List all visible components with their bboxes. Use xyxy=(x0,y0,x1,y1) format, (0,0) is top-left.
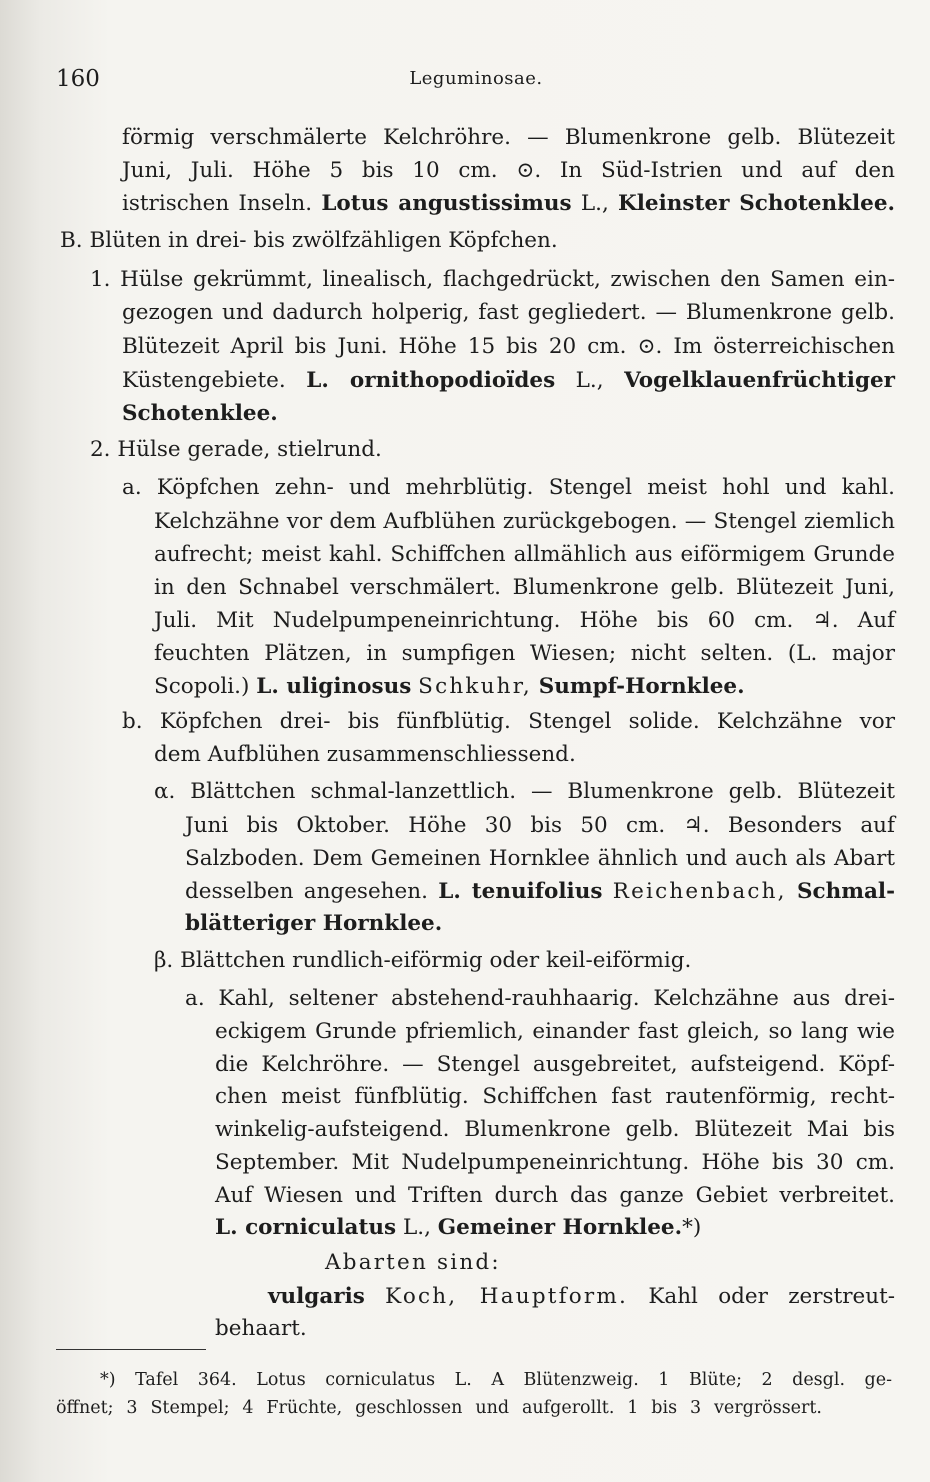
common-name: Kleinster Schotenklee. xyxy=(618,191,896,216)
common-name: Vogelklauenfrüchtiger xyxy=(624,368,896,393)
text-line: Kelchzähne vor dem Aufblühen zurückgebogen. — Stengel ziemlich xyxy=(154,509,895,534)
text-line: 1. Hülse gekrümmt, linealisch, flachgedrückt, zwischen den Samen ein- xyxy=(90,267,895,292)
text-line: gezogen und dadurch holperig, fast gegliedert. — Blumenkrone gelb. xyxy=(122,300,895,325)
text-line: behaart. xyxy=(215,1316,307,1341)
text-line: β. Blättchen rundlich-eiförmig oder keil-eiförmig. xyxy=(154,948,692,973)
common-name: Gemeiner Hornklee. xyxy=(437,1215,683,1240)
common-name: Schmal- xyxy=(796,879,895,904)
running-head: Leguminosae. xyxy=(409,68,543,89)
common-name: Schotenklee. xyxy=(122,401,278,426)
key-heading: B. Blüten in drei- bis zwölfzähligen Köpfchen. xyxy=(60,228,558,253)
common-name: blätteriger Hornklee. xyxy=(185,911,443,936)
text-line: aufrecht; meist kahl. Schiffchen allmählich aus eiförmigem Grunde xyxy=(154,542,895,567)
text-line: feuchten Plätzen, in sumpfigen Wiesen; nicht selten. (L. major xyxy=(154,641,895,666)
text-line: a. Kahl, seltener abstehend-rauhhaarig. Kelchzähne aus drei- xyxy=(185,986,895,1011)
text-line: L. corniculatus L., Gemeiner Hornklee.*) xyxy=(215,1215,702,1240)
text-line: chen meist fünfblütig. Schiffchen fast rautenförmig, recht- xyxy=(215,1084,895,1109)
text-line: Auf Wiesen und Triften durch das ganze Gebiet verbreitet. xyxy=(215,1183,895,1208)
footnote-rule xyxy=(56,1349,206,1350)
key-heading: 2. Hülse gerade, stielrund. xyxy=(90,437,382,462)
variety-name: vulgaris xyxy=(268,1284,365,1309)
footnote-line: öffnet; 3 Stempel; 4 Früchte, geschlossen und aufgerollt. 1 bis 3 vergrössert. xyxy=(56,1398,822,1418)
text-line: desselben angesehen. L. tenuifolius Reichenbach, Schmal- xyxy=(185,879,895,904)
species-name: Lotus angustissimus xyxy=(321,191,572,216)
text-line: Salzboden. Dem Gemeinen Hornklee ähnlich und auch als Abart xyxy=(185,846,895,871)
text-line xyxy=(122,398,278,430)
species-name: L. ornithopodioïdes xyxy=(306,368,556,393)
text-line: eckigem Grunde pfriemlich, einander fast gleich, so lang wie xyxy=(215,1019,895,1044)
text-line: b. Köpfchen drei- bis fünfblütig. Stengel solide. Kelchzähne vor xyxy=(122,709,895,734)
text-line: istrischen Inseln. Lotus angustissimus L., Kleinster Schotenklee. xyxy=(122,191,896,216)
footnote-line: *) Tafel 364. Lotus corniculatus L. A Blütenzweig. 1 Blüte; 2 desgl. ge- xyxy=(100,1370,892,1390)
page-header xyxy=(56,66,896,96)
text-line: winkelig-aufsteigend. Blumenkrone gelb. Blütezeit Mai bis xyxy=(215,1117,895,1142)
text-line xyxy=(185,908,442,940)
text-line: förmig verschmälerte Kelchröhre. — Blumenkrone gelb. Blütezeit xyxy=(122,125,895,150)
species-name: L. corniculatus xyxy=(215,1215,397,1240)
text-line: Juli. Mit Nudelpumpeneinrichtung. Höhe bis 60 cm. ♃. Auf xyxy=(154,608,895,633)
text-line: Blütezeit April bis Juni. Höhe 15 bis 20 cm. ⊙. Im österreichischen xyxy=(122,334,895,359)
text-line: in den Schnabel verschmälert. Blumenkrone gelb. Blütezeit Juni, xyxy=(154,575,895,600)
text-line: September. Mit Nudelpumpeneinrichtung. Höhe bis 30 cm. xyxy=(215,1150,895,1175)
text-line: Juni bis Oktober. Höhe 30 bis 50 cm. ♃. Besonders auf xyxy=(185,813,895,838)
species-name: L. uliginosus xyxy=(256,674,412,699)
text-line: Abarten sind: xyxy=(325,1250,501,1275)
text-line: vulgaris Koch, Hauptform. Kahl oder zerstreut- xyxy=(268,1284,895,1309)
species-name: L. tenuifolius xyxy=(438,879,603,904)
common-name: Sumpf-Hornklee. xyxy=(538,674,745,699)
page-number: 160 xyxy=(56,66,100,92)
text-line: Scopoli.) L. uliginosus Schkuhr, Sumpf-Hornklee. xyxy=(154,674,745,699)
text-line: Küstengebiete. L. ornithopodioïdes L., Vogelklauenfrüchtiger xyxy=(122,368,896,393)
text-line: dem Aufblühen zusammenschliessend. xyxy=(154,742,576,767)
text-line: Juni, Juli. Höhe 5 bis 10 cm. ⊙. In Süd-Istrien und auf den xyxy=(122,158,895,183)
text-line: α. Blättchen schmal-lanzettlich. — Blumenkrone gelb. Blütezeit xyxy=(154,779,895,804)
text-line: die Kelchröhre. — Stengel ausgebreitet, aufsteigend. Köpf- xyxy=(215,1052,895,1077)
text-line: a. Köpfchen zehn- und mehrblütig. Stengel meist hohl und kahl. xyxy=(122,475,895,500)
